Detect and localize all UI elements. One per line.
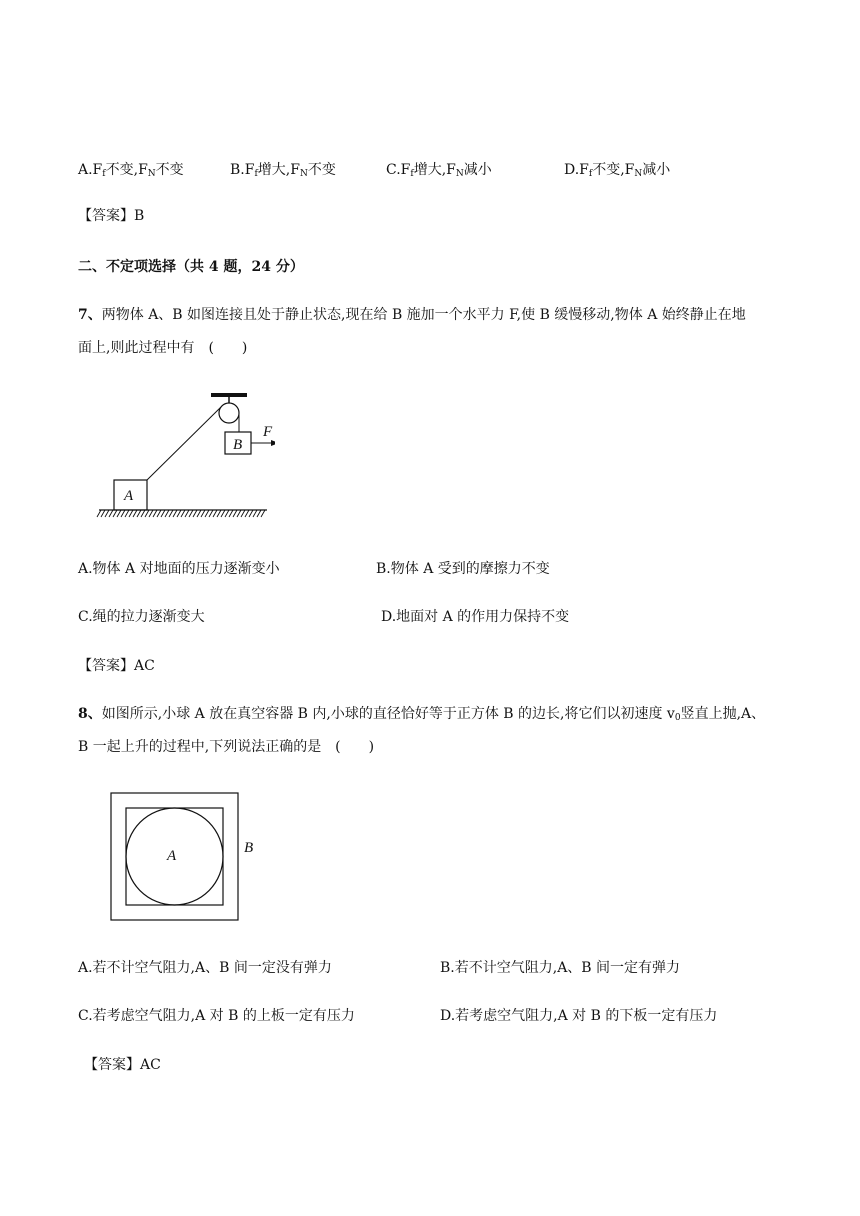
hatch-mark (229, 510, 233, 517)
block-b-label: B (233, 437, 243, 453)
ball-a-label: A (167, 848, 177, 864)
hatch-mark (141, 510, 145, 517)
q7-stem-line1: 7、两物体 A、B 如图连接且处于静止状态,现在给 B 施加一个水平力 F,使 B 缓慢移动,物体 A 始终静止在地 (78, 307, 746, 323)
hatch-mark (165, 510, 169, 517)
hatch-mark (193, 510, 197, 517)
ground-hatching (97, 510, 265, 517)
hatch-mark (241, 510, 245, 517)
q8-option-b: B.若不计空气阻力,A、B 间一定有弹力 (440, 960, 681, 976)
q6-option-d: $D.F_f$不变$,F_N$减小 (564, 162, 671, 179)
rope-to-a (147, 407, 221, 480)
hatch-mark (261, 510, 265, 517)
hatch-mark (133, 510, 137, 517)
hatch-mark (125, 510, 129, 517)
hatch-mark (129, 510, 133, 517)
q7-answer: 【答案】AC (78, 658, 155, 674)
q8-option-c: C.若考虑空气阻力,A 对 B 的上板一定有压力 (78, 1008, 355, 1024)
hatch-mark (181, 510, 185, 517)
q8-option-a: A.若不计空气阻力,A、B 间一定没有弹力 (78, 960, 332, 976)
hatch-mark (209, 510, 213, 517)
q7-number: 7、 (78, 307, 102, 323)
pulley (219, 403, 239, 423)
hatch-mark (201, 510, 205, 517)
hatch-mark (137, 510, 141, 517)
hatch-mark (225, 510, 229, 517)
hatch-mark (221, 510, 225, 517)
q7-option-d: D.地面对 A 的作用力保持不变 (381, 609, 570, 625)
hatch-mark (117, 510, 121, 517)
q6-option-b: $B.F_f$增大$,F_N$不变 (230, 162, 336, 179)
hatch-mark (153, 510, 157, 517)
hatch-mark (189, 510, 193, 517)
q6-answer: 【答案】B (78, 208, 145, 224)
hatch-mark (253, 510, 257, 517)
hatch-mark (145, 510, 149, 517)
hatch-mark (113, 510, 117, 517)
q7-option-c: C.绳的拉力逐渐变大 (78, 609, 205, 625)
hatch-mark (149, 510, 153, 517)
ceiling-bar (211, 393, 247, 397)
hatch-mark (101, 510, 105, 517)
q8-stem-line1: 8、如图所示,小球 A 放在真空容器 B 内,小球的直径恰好等于正方体 B 的边长,将它们以初速度 $v_0$竖直上抛,A、 (78, 706, 766, 723)
block-a-label: A (124, 488, 134, 504)
hatch-mark (249, 510, 253, 517)
force-label: F (263, 424, 273, 440)
q8-answer: 【答案】AC (84, 1057, 161, 1073)
hatch-mark (233, 510, 237, 517)
q8-stem-line2: B 一起上升的过程中,下列说法正确的是 ( ) (78, 739, 375, 755)
hatch-mark (173, 510, 177, 517)
hatch-mark (161, 510, 165, 517)
q7-figure (95, 390, 275, 522)
section-heading: 二、不定项选择（共 4 题，24 分） (78, 259, 304, 275)
hatch-mark (205, 510, 209, 517)
q6-option-a: $A.F_f$不变$,F_N$不变 (78, 162, 184, 179)
hatch-mark (213, 510, 217, 517)
hatch-mark (105, 510, 109, 517)
q8-option-d: D.若考虑空气阻力,A 对 B 的下板一定有压力 (440, 1008, 718, 1024)
hatch-mark (197, 510, 201, 517)
q7-stem-line2: 面上,则此过程中有 ( ) (78, 340, 248, 356)
hatch-mark (257, 510, 261, 517)
q7-option-b: B.物体 A 受到的摩擦力不变 (376, 561, 550, 577)
q7-option-a: A.物体 A 对地面的压力逐渐变小 (78, 561, 280, 577)
hatch-mark (245, 510, 249, 517)
hatch-mark (217, 510, 221, 517)
hatch-mark (97, 510, 101, 517)
q8-figure (108, 790, 268, 924)
hatch-mark (185, 510, 189, 517)
hatch-mark (177, 510, 181, 517)
hatch-mark (109, 510, 113, 517)
q8-number: 8、 (78, 706, 102, 722)
hatch-mark (121, 510, 125, 517)
hatch-mark (237, 510, 241, 517)
hatch-mark (157, 510, 161, 517)
hatch-mark (169, 510, 173, 517)
container-b-label: B (244, 840, 254, 856)
q6-option-c: $C.F_f$增大$,F_N$减小 (386, 162, 492, 179)
